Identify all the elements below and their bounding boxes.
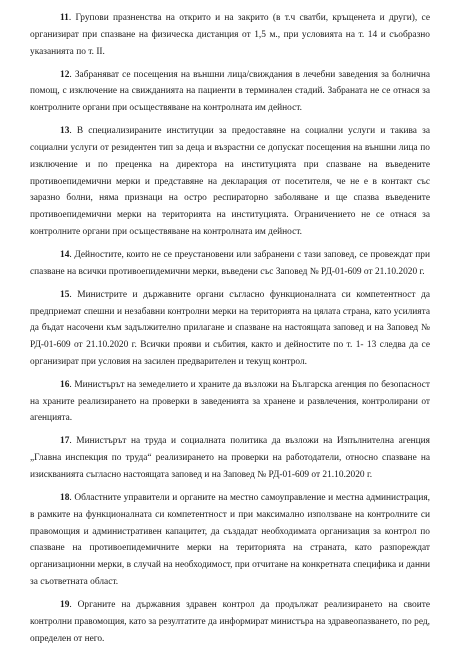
paragraph-13 [30,123,430,241]
paragraph-text: . Министърът на труда и социалната политика да възложи на Изпълнителна агенция „Главна инспекция по труда“ реализирането на проверки на работодатели, относно спазване на изискванията съгласно настоящата заповед и на Заповед № РД-01-609 от 21.10.2020 г. [30,436,430,481]
paragraph-number: 12 [60,69,70,80]
paragraph-text: . Областните управители и органите на местно самоуправление и местна администрация, в рамките на функционалната си компетентност и при максимално използване на контролните си правомощия и административен капацитет, да създадат необходимата организация за контрол по спазване на противоепидемичните мерки на територията на страната, като разпореждат организационни мерки, в случай на необходимост, при отчитане на конкретната специфика и данни за съответната област. [30,493,430,588]
paragraph-text: . Министърът на земеделието и храните да възложи на Българска агенция по безопасност на храните реализирането на проверки в заведенията за хранене и развлечения, контролирани от агенцията. [30,379,430,424]
paragraph-text: . Дейностите, които не се преустановени или забранени с тази заповед, се провеждат при спазване на всички противоепидемични мерки, въведени със Заповед № РД-01-609 от 21.10.2020 г. [30,249,430,277]
paragraph-19 [30,597,430,647]
paragraph-number: 15 [60,289,70,300]
paragraph-text: . Забраняват се посещения на външни лица/свиждания в лечебни заведения за болнична помощ, с изключение на свижданията на пациенти в терминален стадий. Забраната не се отнася за контролните органи при осъществяване на контролната им дейност. [30,69,430,114]
paragraph-number: 11 [60,13,69,23]
paragraph-text: . Групови празненства на открито и на закрито (в т.ч сватби, кръщенета и други), се организират при спазване на физическа дистанция от 1,5 м., при условията на т. 14 и съобразно указанията по т. II. [30,13,430,57]
paragraph-number: 19 [60,600,70,610]
paragraph-17 [30,433,430,483]
paragraph-number: 14 [60,249,70,260]
paragraph-12 [30,67,430,117]
paragraph-14 [30,247,430,281]
paragraph-15 [30,287,430,371]
paragraph-18 [30,490,430,591]
paragraph-text: . В специализираните институции за предоставяне на социални услуги и такива за социални услуги от резидентен тип за деца и възрастни се допускат посещения на външни лица по изключение и по преценка на директора на институцията при спазване на въведените противоепидемични мерки и представяне на декларация от посетителя, че не е в контакт със заразно болни, няма признаци на остро респираторно заболяване и ще спазва въведените противоепидемични мерки на територията на институцията. Ограничението не се отнася за контролните органи при осъществяване на контролната им дейност. [30,126,430,237]
paragraph-16 [30,377,430,427]
paragraph-number: 17 [60,436,70,447]
paragraph-text: . Органите на държавния здравен контрол да продължат реализирането на своите контролни правомощия, като за резултатите да информират министъра на здравеопазването, по ред, определен от него. [30,600,430,644]
document-page [30,10,430,654]
paragraph-text: . Министрите и държавните органи съгласно функционалната си компетентност да предприемат спешни и незабавни контролни мерки на територията на цялата страна, като усилията да бъдат насочени към задължително прилагане и спазване на настоящата заповед и на Заповед № РД-01-609 от 21.10.2020 г. Всички прояви и събития, както и дейностите по т. 1- 13 следва да се организират при условия на засилен предварителен и текущ контрол. [30,289,430,367]
paragraph-number: 13 [60,126,70,137]
paragraph-number: 18 [60,493,70,504]
paragraph-number: 16 [60,379,70,390]
paragraph-11 [30,10,430,60]
